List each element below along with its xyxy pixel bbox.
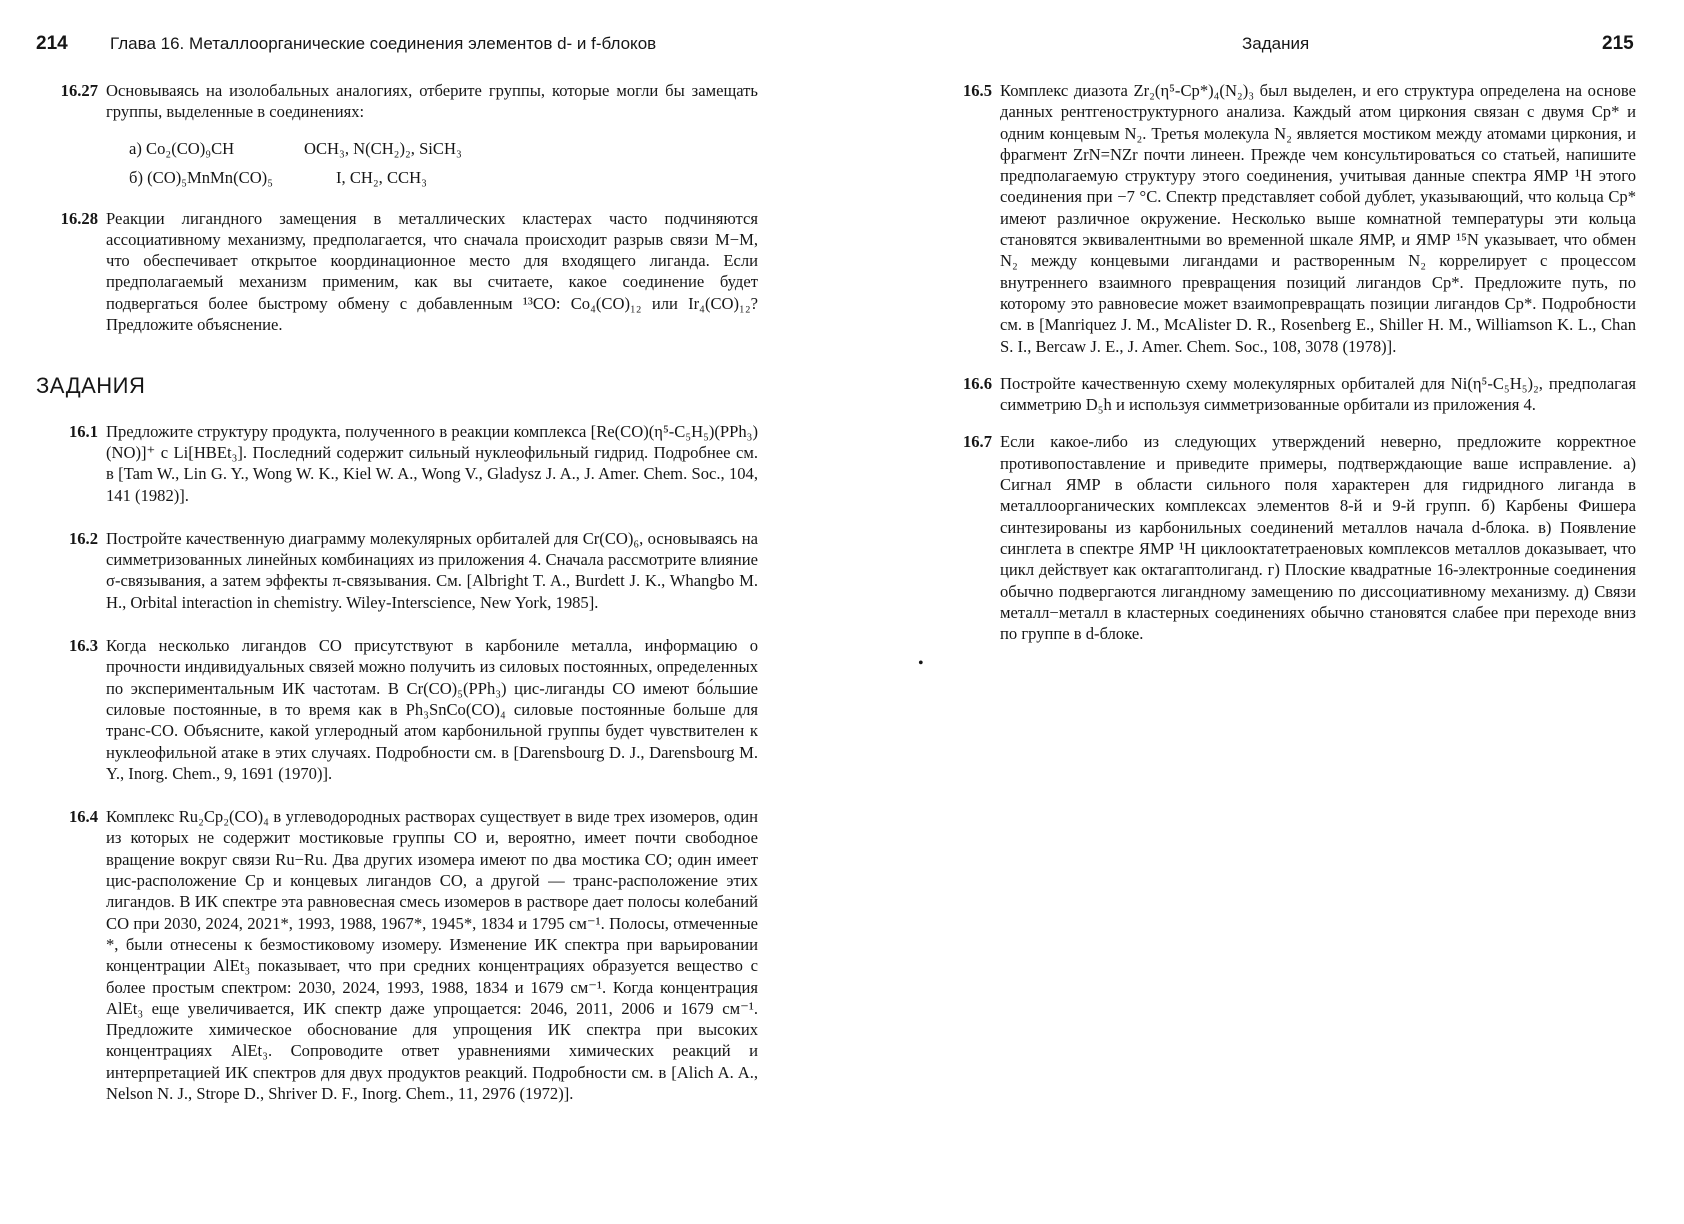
option-b-formula: б) (CO)₅MnMn(CO)₅	[129, 167, 273, 187]
problem-number: 16.4	[68, 807, 98, 827]
problem-number: 16.6	[962, 373, 992, 393]
problem-text: Постройте качественную схему молекулярных орбиталей для Ni(η⁵-C₅H₅)₂, предполагая симметрию D₅h и используя симметризованные орбитали из приложения 4.	[1000, 373, 1636, 415]
page-number-right: 215	[1602, 33, 1634, 54]
problem-16-1	[36, 421, 758, 506]
problem-text: Комплекс диазота Zr₂(η⁵-Cp*)₄(N₂)₃ был выделен, и его структура определена на основе данных рентгеноструктурного анализа. Каждый атом циркония связан с двумя Cp* и одним концевым N₂. Третья молекула N₂ является мостиком между атомами циркония, и фрагмент ZrN=NZr почти линеен. Прежде чем консультироваться со статьей, напишите предполагаемую структуру этого соединения, учитывая данные спектра ЯМР ¹H этого соединения при −7 °C. Спектр представляет собой дублет, указывающий, что кольца Cp* имеют различное окружение. Несколько выше комнатной температуры эти кольца становятся эквивалентными во временной шкале ЯМР, и ЯМР ¹⁵N указывает, что обмен N₂ между концевыми лигандами и растворенным N₂ коррелирует с процессом внутреннего взаимного превращения позиций лигандов Cp*. Предложите путь, по которому это равновесие может взаимопревращать позиции лигандов Cp*. Подробности см. в [Manriquez J. M., McAlister D. R., Rosenberg E., Shiller H. M., Williamson K. L., Chan S. I., Bercaw J. E., J. Amer. Chem. Soc., 108, 3078 (1978)].	[1000, 81, 1636, 356]
page-number-left: 214	[36, 33, 68, 54]
option-a-groups: OCH₃, N(CH₂)₂, SiCH₃	[304, 138, 462, 158]
problem-16-2	[36, 528, 758, 613]
problem-number: 16.7	[962, 432, 992, 452]
problem-16-6	[930, 373, 1636, 416]
problem-text: Комплекс Ru₂Cp₂(CO)₄ в углеводородных растворах существует в виде трех изомеров, один из которых не содержит мостиковые группы CO и, вероятно, имеет почти свободное вращение вокруг связи Ru−Ru. Два других изомера имеют по два мостика CO; один имеет цис-расположение Cp и концевых лигандов CO, а другой — транс-расположение этих лигандов. В ИК спектре эта равновесная смесь изомеров в растворе дает полосы колебаний CO при 2030, 2024, 2021*, 1993, 1988, 1967*, 1945*, 1834 и 1795 см⁻¹. Полосы, отмеченные *, были отнесены к безмостиковому изомеру. Изменение ИК спектра при варьировании концентрации AlEt₃ показывает, что при средних концентрациях образуется вещество с более простым спектром: 2030, 2024, 1993, 1988, 1834 и 1679 см⁻¹. Когда концентрация AlEt₃ еще увеличивается, ИК спектр даже упрощается: 2046, 2011, 2006 и 1679 см⁻¹. Предложите химическое обоснование для упрощения ИК спектра при высоких концентрациях AlEt₃. Сопроводите ответ уравнениями химических реакций и интерпретацией ИК спектров для двух продуктов реакций. Подробности см. в [Alich A. A., Nelson N. J., Strope D., Shriver D. F., Inorg. Chem., 11, 2976 (1972)].	[106, 807, 758, 1103]
right-page	[842, 0, 1684, 1224]
print-speck: •	[918, 655, 924, 672]
problem-number: 16.3	[68, 636, 98, 656]
problem-number: 16.27	[60, 81, 98, 100]
problem-16-28	[36, 208, 758, 336]
problem-text: Если какое-либо из следующих утверждений неверно, предложите корректное противопоставление и приведите примеры, подтверждающие ваше исправление. а) Сигнал ЯМР в области сильного поля характерен для гидридного лиганда в металлоорганических комплексах элементов 8-й и 9-й групп. б) Карбены Фишера синтезированы из карбонильных соединений металлов начала d-блока. в) Появление синглета в спектре ЯМР ¹H циклооктатетраеновых комплексов металлов доказывает, что цикл действует как октагаптолиганд. г) Плоские квадратные 16-электронные соединения обычно подвергаются лигандному замещению по диссоциативному механизму. д) Связи металл−металл в кластерных соединениях обычно становятся слабее при переходе вниз по группе в d-блоке.	[1000, 432, 1636, 644]
problem-16-7	[930, 431, 1636, 644]
problem-16-3	[36, 635, 758, 784]
problem-16-27-options	[129, 134, 758, 192]
problem-text: Основываясь на изолобальных аналогиях, отберите группы, которые могли бы замещать группы, выделенные в соединениях:	[106, 81, 758, 122]
running-head-left: Глава 16. Металлоорганические соединения элементов d- и f-блоков	[110, 34, 657, 53]
problem-number: 16.5	[962, 81, 992, 100]
section-title: ЗАДАНИЯ	[36, 373, 146, 399]
problem-number: 16.2	[68, 528, 98, 548]
problem-text: Предложите структуру продукта, полученного в реакции комплекса [Re(CO)(η⁵-C₅H₅)(PPh₃)(NO)]⁺ с Li[HBEt₃]. Последний содержит сильный нуклеофильный гидрид. Подробнее см. в [Tam W., Lin G. Y., Wong W. K., Kiel W. A., Wong V., Gladysz J. A., J. Amer. Chem. Soc., 104, 141 (1982)].	[106, 421, 758, 505]
problem-16-27	[36, 80, 758, 123]
problem-number: 16.1	[68, 421, 98, 441]
problem-number: 16.28	[60, 208, 98, 228]
problem-16-4	[36, 806, 758, 1104]
problem-16-5	[930, 80, 1636, 357]
right-page-content	[930, 80, 1636, 644]
problem-text: Когда несколько лигандов CO присутствуют в карбониле металла, информацию о прочности индивидуальных связей можно получить из силовых постоянных, определенных по экспериментальным ИК частотам. В Cr(CO)₅(PPh₃) цис-лиганды CO имеют бо́льшие силовые постоянные, в то время как в Ph₃SnCo(CO)₄ силовые постоянные больше для транс-CO. Объясните, какой углеродный атом карбонильной группы будет чувствителен к нуклеофильной атаке в этих случаях. Подробности см. в [Darensbourg D. J., Darensbourg M. Y., Inorg. Chem., 9, 1691 (1970)].	[106, 636, 758, 783]
problem-text: Реакции лигандного замещения в металлических кластерах часто подчиняются ассоциативному механизму, предполагается, что сначала происходит разрыв связи M−M, что обеспечивает открытое координационное место для входящего лиганда. Если предполагаемый механизм применим, как вы считаете, какое соединение будет подвергаться более быстрому обмену с добавленным ¹³CO: Co₄(CO)₁₂ или Ir₄(CO)₁₂? Предложите объяснение.	[106, 208, 758, 335]
option-a-formula: а) Co₂(CO)₉CH	[129, 138, 235, 158]
running-head-right: Задания	[1242, 34, 1310, 53]
option-b-groups: I, CH₂, CCH₃	[336, 167, 427, 187]
option-a	[129, 134, 758, 163]
option-b	[129, 163, 758, 192]
left-page-content	[36, 80, 758, 1104]
problem-text: Постройте качественную диаграмму молекулярных орбиталей для Cr(CO)₆, основываясь на симметризованных линейных комбинациях из приложения 4. Сначала рассмотрите влияние σ-связывания, а затем эффекты π-связывания. См. [Albright T. A., Burdett J. K., Whangbo M. H., Orbital interaction in chemistry. Wiley-Interscience, New York, 1985].	[106, 528, 758, 612]
